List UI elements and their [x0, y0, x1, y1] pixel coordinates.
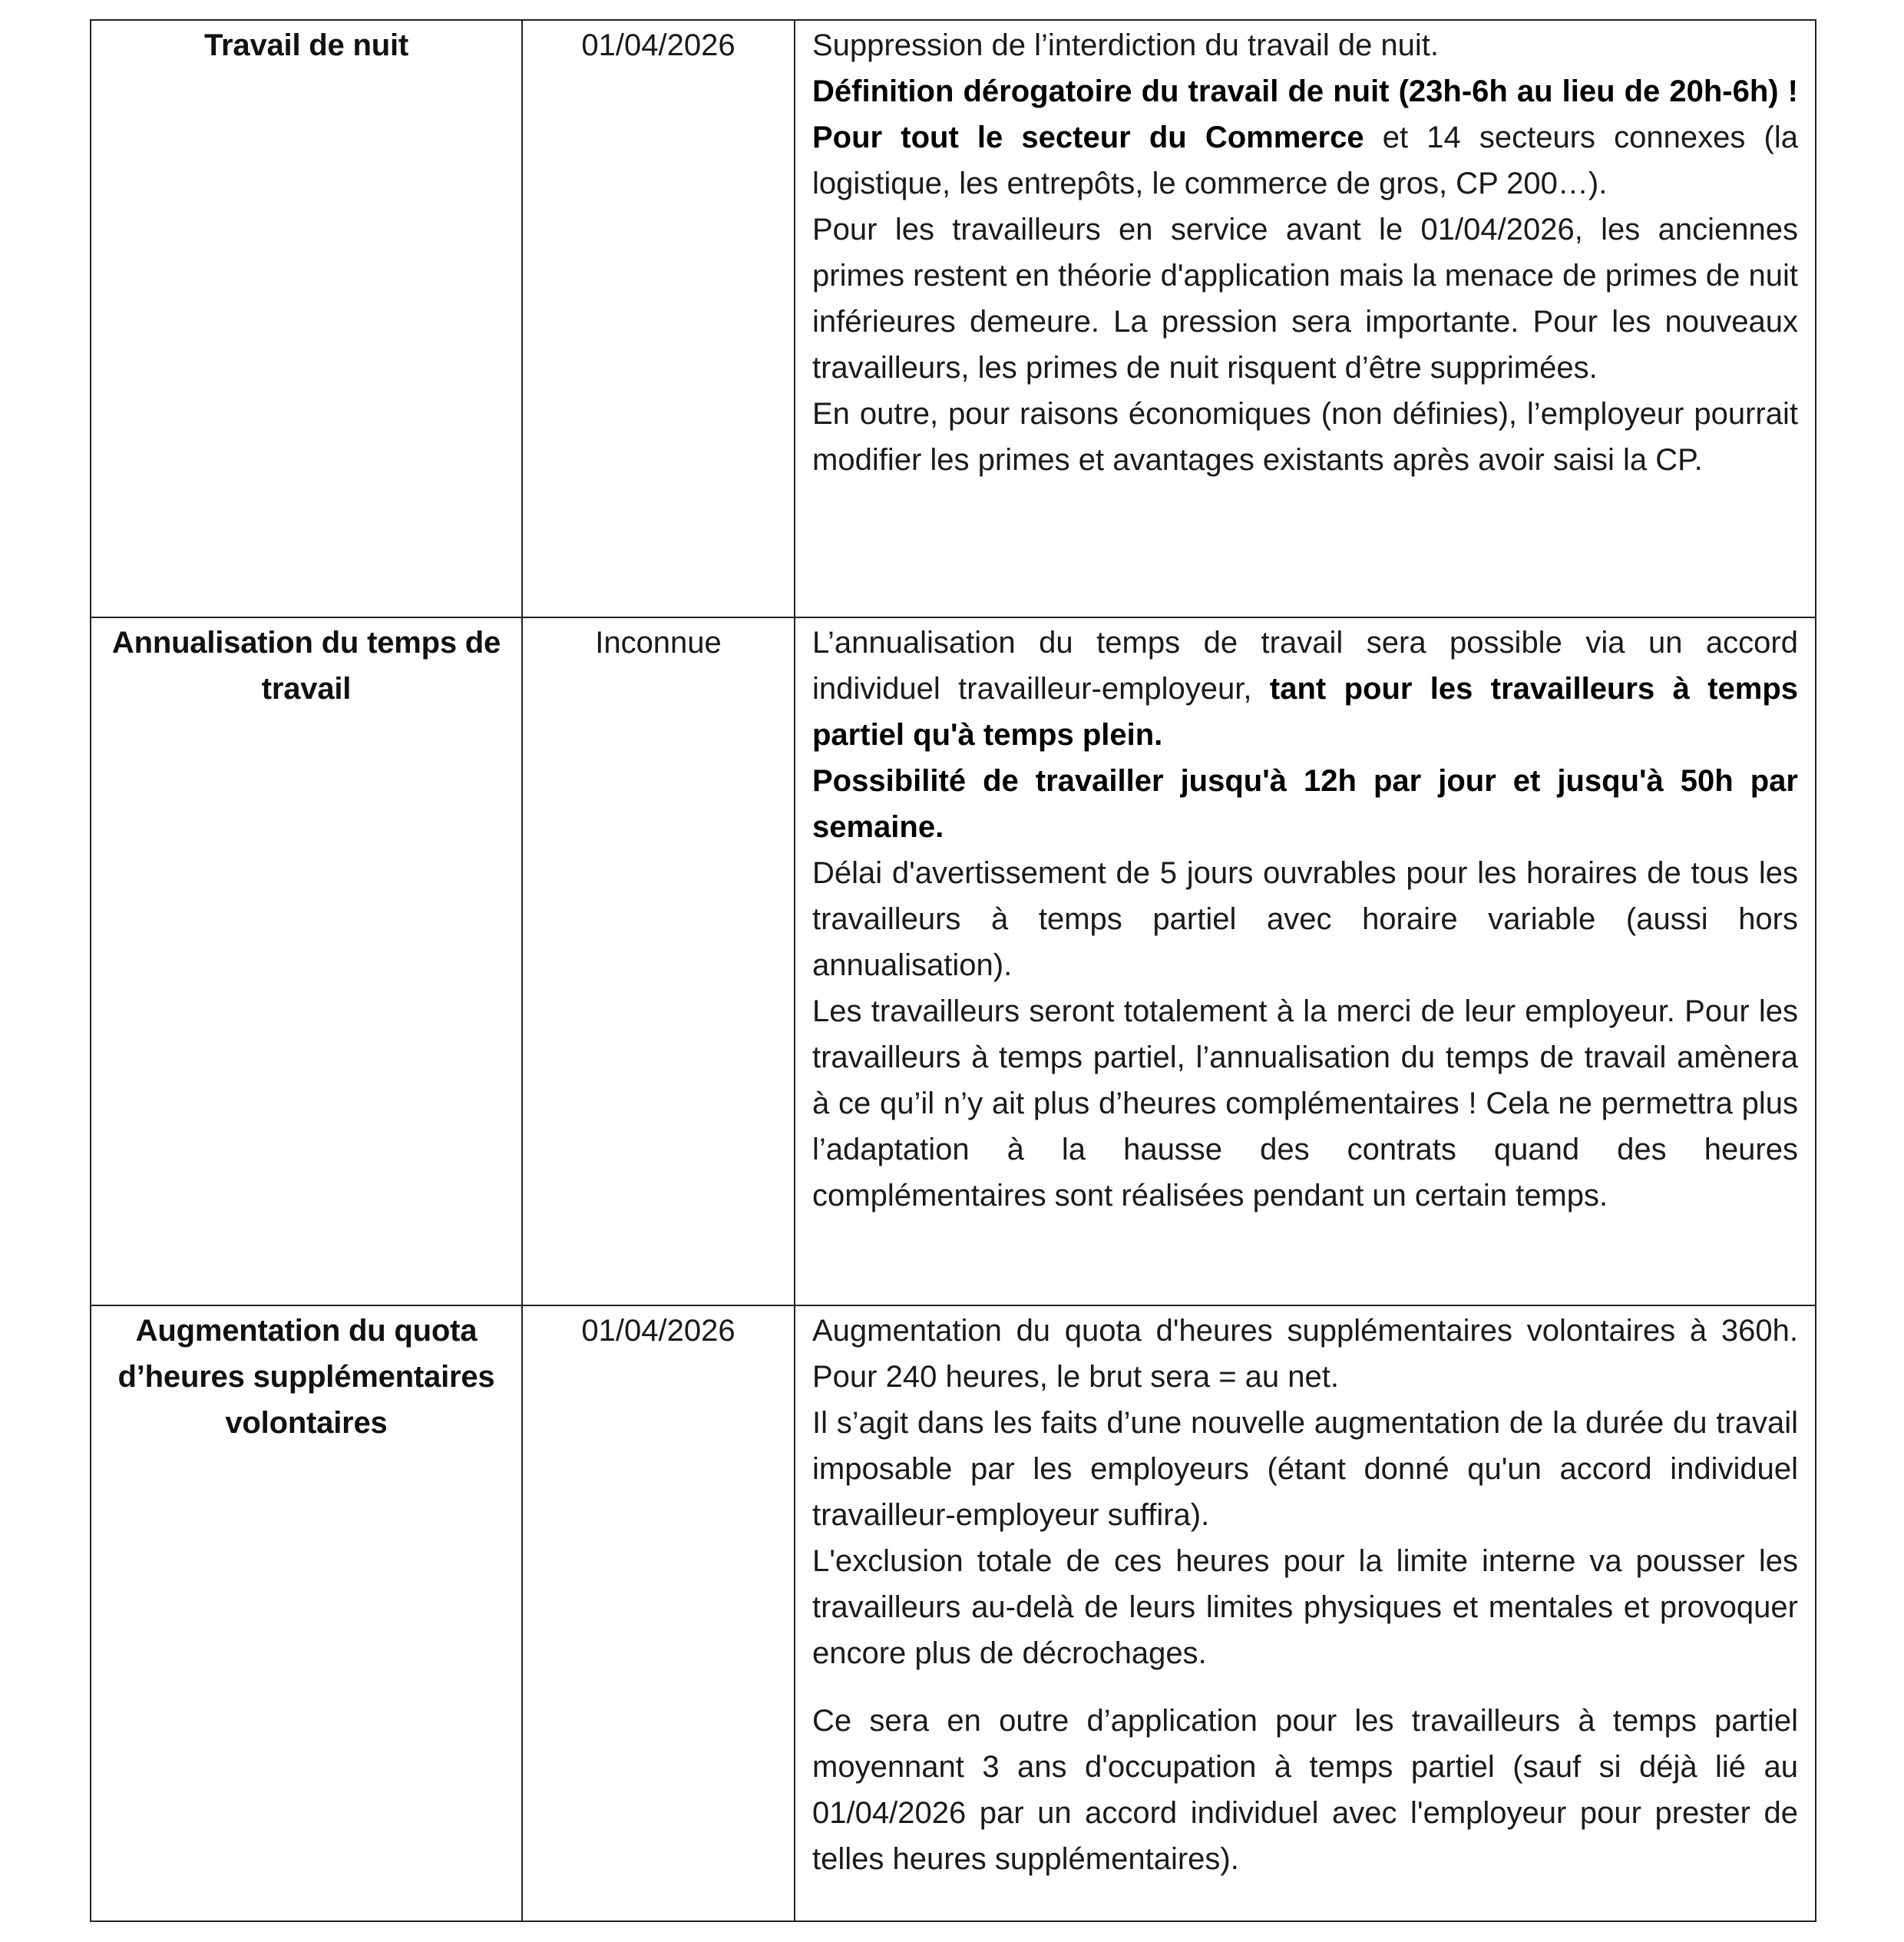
body-text: Augmentation du quota d'heures supplémentaires volontaires à 360h. Pour 240 heures, le brut sera = au net.: [812, 1314, 1798, 1394]
description-cell: [795, 617, 1816, 1305]
table-row: [91, 617, 1816, 1305]
body-text: Ce sera en outre d’application pour les travailleurs à temps partiel moyennant 3 ans d'occupation à temps partiel (sauf si déjà lié au 01/04/2026 par un accord individuel avec l'employeur pour prester de telles heures supplémentaires).: [812, 1704, 1798, 1876]
description-paragraph: [812, 758, 1798, 850]
description: [795, 21, 1815, 483]
description-cell: [795, 1305, 1816, 1921]
description-paragraph: [812, 207, 1798, 391]
description-paragraph: [812, 620, 1798, 758]
description-cell: [795, 20, 1816, 617]
topic-label: Augmentation du quota d’heures supplémentaires volontaires: [117, 1314, 495, 1440]
description: [795, 618, 1815, 1219]
body-text: et 14 secteurs connexes (la logistique, les entrepôts, le commerce de gros, CP 200…).: [812, 121, 1798, 200]
body-text: Délai d'avertissement de 5 jours ouvrables pour les horaires de tous les travailleurs à temps partiel avec horaire variable (aussi hors annualisation).: [812, 856, 1798, 982]
description-paragraph: [812, 1538, 1798, 1676]
table-row: [91, 20, 1816, 617]
topic-label: Travail de nuit: [204, 28, 408, 62]
emphasis-text: Définition dérogatoire du travail de nuit (23h-6h au lieu de 20h-6h) ! Pour tout le secteur du Commerce: [812, 74, 1798, 154]
description-paragraph: [812, 1698, 1798, 1882]
description-paragraph: [812, 988, 1798, 1219]
effective-date: 01/04/2026: [581, 1314, 735, 1348]
emphasis-text: tant pour les travailleurs à temps partiel qu'à temps plein.: [812, 672, 1799, 752]
body-text: L'exclusion totale de ces heures pour la limite interne va pousser les travailleurs au-delà de leurs limites physiques et mentales et provoquer encore plus de décrochages.: [812, 1544, 1798, 1670]
description-paragraph: [812, 391, 1798, 483]
date-cell: [522, 1305, 795, 1921]
date-cell: [522, 617, 795, 1305]
table-row: [91, 1305, 1816, 1921]
body-text: L’annualisation du temps de travail sera possible via un accord individuel travailleur-employeur,: [812, 626, 1798, 706]
description-paragraph: [812, 22, 1798, 68]
description-paragraph: [812, 1400, 1798, 1538]
body-text: Les travailleurs seront totalement à la merci de leur employeur. Pour les travailleurs à temps partiel, l’annualisation du temps de travail amènera à ce qu’il n’y ait plus d’heures complémentaires ! Cela ne permettra plus l’adaptation à la hausse des contrats quand des heures complémentaires sont réalisées pendant un certain temps.: [812, 994, 1798, 1213]
topic-cell: [91, 1305, 522, 1921]
description-paragraph: [812, 1308, 1798, 1400]
description-paragraph: [812, 68, 1798, 207]
measures-table: [90, 19, 1816, 1922]
description: [795, 1306, 1815, 1882]
body-text: Pour les travailleurs en service avant le 01/04/2026, les anciennes primes restent en théorie d'application mais la menace de primes de nuit inférieures demeure. La pression sera importante. Pour les nouveaux travailleurs, les primes de nuit risquent d’être supprimées.: [812, 213, 1798, 385]
body-text: Il s’agit dans les faits d’une nouvelle augmentation de la durée du travail imposable par les employeurs (étant donné qu'un accord individuel travailleur-employeur suffira).: [812, 1406, 1798, 1532]
body-text: En outre, pour raisons économiques (non définies), l’employeur pourrait modifier les primes et avantages existants après avoir saisi la CP.: [812, 397, 1798, 477]
body-text: Suppression de l’interdiction du travail de nuit.: [812, 28, 1440, 62]
effective-date: 01/04/2026: [581, 28, 735, 62]
description-paragraph: [812, 850, 1798, 988]
topic-label: Annualisation du temps de travail: [111, 626, 501, 706]
topic-cell: [91, 20, 522, 617]
topic-cell: [91, 617, 522, 1305]
emphasis-text: Possibilité de travailler jusqu'à 12h par jour et jusqu'à 50h par semaine.: [812, 764, 1798, 844]
effective-date: Inconnue: [595, 626, 722, 660]
date-cell: [522, 20, 795, 617]
